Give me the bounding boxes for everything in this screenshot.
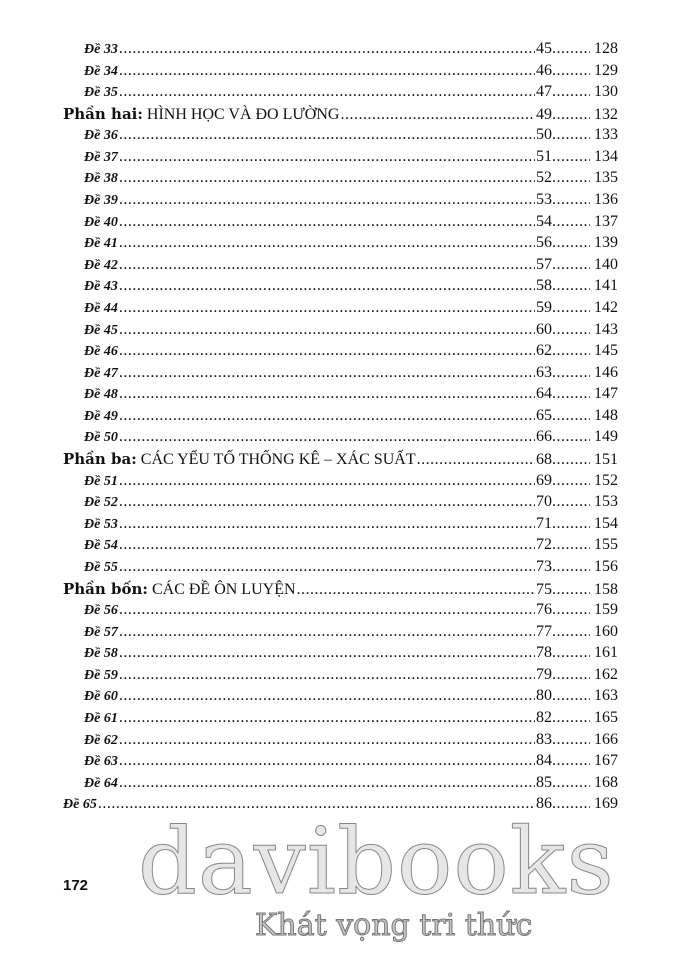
toc-entry-row: [84, 81, 618, 103]
toc-entry-row: [84, 124, 618, 146]
dot-leader: [552, 254, 590, 276]
dot-leader: [552, 211, 590, 233]
page-ref-second: 162: [594, 665, 618, 683]
page-ref-second: 142: [594, 298, 618, 316]
entry-label: Đề 57: [84, 624, 118, 640]
page-ref-second: 141: [594, 277, 618, 295]
dot-leader: [552, 491, 590, 513]
dot-leader: [552, 38, 590, 60]
entry-label: Đề 36: [84, 128, 118, 144]
dot-leader: [552, 81, 590, 103]
entry-label: Đề 47: [84, 365, 118, 381]
entry-label: Đề 64: [84, 775, 118, 791]
entry-label: Đề 63: [84, 754, 118, 770]
dot-leader: [552, 664, 590, 686]
dot-leader: [552, 167, 590, 189]
dot-leader: [552, 362, 590, 384]
dot-leader: [119, 340, 535, 362]
page-ref-second: 135: [594, 169, 618, 187]
page-ref-second: 143: [594, 320, 618, 338]
dot-leader: [119, 772, 535, 794]
page-ref-second: 139: [594, 234, 618, 252]
page-number: 172: [63, 877, 89, 894]
dot-leader: [552, 579, 590, 601]
entry-label: Đề 46: [84, 344, 118, 360]
toc-entry-row: [84, 470, 618, 492]
dot-leader: [119, 189, 535, 211]
page-ref-first: 62: [536, 342, 552, 360]
entry-label: Đề 44: [84, 300, 118, 316]
dot-leader: [119, 534, 535, 556]
page-ref-second: 134: [594, 147, 618, 165]
dot-leader: [119, 405, 535, 427]
page-ref-first: 56: [536, 234, 552, 252]
dot-leader: [119, 383, 535, 405]
dot-leader: [552, 642, 590, 664]
entry-label: Đề 39: [84, 193, 118, 209]
entry-label: Đề 53: [84, 516, 118, 532]
toc-entry-row: [84, 275, 618, 297]
page-ref-second: 129: [594, 61, 618, 79]
entry-label: Đề 34: [84, 63, 118, 79]
page-ref-second: 161: [594, 644, 618, 662]
dot-leader: [119, 362, 535, 384]
toc-entry-row: [84, 232, 618, 254]
page-ref-second: 165: [594, 708, 618, 726]
toc-entry-row: [84, 534, 618, 556]
page-ref-second: 148: [594, 406, 618, 424]
dot-leader: [552, 556, 590, 578]
toc-entry-row: [84, 685, 618, 707]
entry-label: Đề 62: [84, 732, 118, 748]
dot-leader: [552, 275, 590, 297]
dot-leader: [119, 599, 535, 621]
toc-section-row: [63, 103, 618, 125]
page-ref-second: 136: [594, 191, 618, 209]
toc-entry-row: [84, 211, 618, 233]
page-ref-second: 149: [594, 428, 618, 446]
page-ref-first: 50: [536, 126, 552, 144]
page-ref-second: 128: [594, 40, 618, 57]
page-ref-first: 75: [536, 580, 552, 598]
page-ref-first: 49: [536, 105, 552, 123]
toc-entry-row: [84, 254, 618, 276]
page-ref-second: 163: [594, 687, 618, 705]
page-ref-first: 73: [536, 557, 552, 575]
entry-label: Đề 48: [84, 387, 118, 403]
page-ref-first: 70: [536, 493, 552, 511]
page-ref-first: 84: [536, 752, 552, 770]
toc-entry-row: [84, 491, 618, 513]
page-ref-first: 69: [536, 471, 552, 489]
dot-leader: [552, 297, 590, 319]
section-label: [63, 448, 416, 471]
dot-leader: [119, 254, 535, 276]
entry-label: Đề 35: [84, 85, 118, 101]
section-label: [63, 578, 296, 601]
dot-leader: [552, 750, 590, 772]
toc-entry-row: [84, 621, 618, 643]
page-ref-second: 132: [594, 105, 618, 123]
section-part: Phần bốn:: [63, 579, 148, 598]
dot-leader: [552, 685, 590, 707]
page-ref-first: 51: [536, 147, 552, 165]
dot-leader: [119, 621, 535, 643]
page-ref-first: 83: [536, 730, 552, 748]
toc-entry-row: [84, 146, 618, 168]
entry-label: Đề 41: [84, 236, 118, 252]
watermark-brand: davibooks: [138, 808, 615, 915]
dot-leader: [552, 707, 590, 729]
page-ref-first: 63: [536, 363, 552, 381]
page-ref-second: 169: [594, 795, 618, 813]
page-ref-second: 166: [594, 730, 618, 748]
dot-leader: [552, 124, 590, 146]
toc-entry-row: [84, 60, 618, 82]
watermark-slogan: Khát vọng tri thức: [255, 908, 533, 943]
dot-leader: [119, 146, 535, 168]
toc-entry-row: [84, 405, 618, 427]
page-ref-first: 78: [536, 644, 552, 662]
page-ref-second: 130: [594, 83, 618, 101]
toc-entry-row: [84, 750, 618, 772]
page-ref-first: 72: [536, 536, 552, 554]
page-ref-second: 140: [594, 255, 618, 273]
dot-leader: [552, 772, 590, 794]
page-ref-first: 60: [536, 320, 552, 338]
page-ref-first: 58: [536, 277, 552, 295]
toc-entry-row: [84, 599, 618, 621]
dot-leader: [119, 38, 535, 60]
page-ref-first: 79: [536, 665, 552, 683]
page-ref-first: 53: [536, 191, 552, 209]
toc-entry-row: [84, 513, 618, 535]
dot-leader: [552, 319, 590, 341]
entry-label: Đề 52: [84, 495, 118, 511]
page-ref-first: 59: [536, 298, 552, 316]
dot-leader: [119, 664, 535, 686]
dot-leader: [552, 189, 590, 211]
page-ref-second: 154: [594, 514, 618, 532]
dot-leader: [340, 104, 535, 126]
dot-leader: [552, 60, 590, 82]
dot-leader: [552, 146, 590, 168]
page-ref-first: 76: [536, 601, 552, 619]
toc-entry-row: [84, 167, 618, 189]
toc-entry-row: [84, 297, 618, 319]
page-ref-second: 155: [594, 536, 618, 554]
entry-label: Đề 45: [84, 322, 118, 338]
page-ref-second: 151: [594, 451, 618, 469]
entry-label: Đề 40: [84, 214, 118, 230]
page-ref-first: 71: [536, 514, 552, 532]
dot-leader: [119, 729, 535, 751]
entry-label: Đề 43: [84, 279, 118, 295]
dot-leader: [552, 621, 590, 643]
entry-label: Đề 58: [84, 646, 118, 662]
dot-leader: [119, 491, 535, 513]
toc-entry-row: [84, 426, 618, 448]
entry-label: Đề 51: [84, 473, 118, 489]
dot-leader: [552, 513, 590, 535]
page-ref-first: 82: [536, 708, 552, 726]
page-ref-first: 47: [536, 83, 552, 101]
toc-entry-row: [84, 664, 618, 686]
page-ref-second: 146: [594, 363, 618, 381]
toc-entry-row: [84, 38, 618, 60]
section-title: CÁC ĐỀ ÔN LUYỆN: [151, 580, 296, 598]
section-title: HÌNH HỌC VÀ ĐO LƯỜNG: [146, 105, 340, 123]
entry-label: Đề 49: [84, 408, 118, 424]
dot-leader: [552, 232, 590, 254]
entry-label: Đề 56: [84, 603, 118, 619]
page-ref-second: 147: [594, 385, 618, 403]
dot-leader: [119, 275, 535, 297]
entry-label: Đề 59: [84, 667, 118, 683]
section-part: Phần hai:: [63, 104, 143, 123]
dot-leader: [552, 729, 590, 751]
toc-entry-row: [84, 340, 618, 362]
entry-label: Đề 38: [84, 171, 118, 187]
dot-leader: [119, 750, 535, 772]
dot-leader: [119, 167, 535, 189]
toc-entry-row: [84, 319, 618, 341]
dot-leader: [552, 599, 590, 621]
page-ref-first: 45: [536, 40, 552, 57]
page-ref-first: 68: [536, 451, 552, 469]
page-ref-first: 80: [536, 687, 552, 705]
toc-entry-row: [84, 362, 618, 384]
entry-label: Đề 60: [84, 689, 118, 705]
page-ref-first: 52: [536, 169, 552, 187]
page-ref-second: 156: [594, 557, 618, 575]
entry-label: Đề 55: [84, 559, 118, 575]
page-ref-first: 86: [536, 795, 552, 813]
page-ref-first: 46: [536, 61, 552, 79]
dot-leader: [552, 449, 590, 471]
page-ref-first: 66: [536, 428, 552, 446]
dot-leader: [552, 104, 590, 126]
entry-label: Đề 65: [63, 797, 97, 813]
dot-leader: [119, 81, 535, 103]
toc-entry-row: [84, 772, 618, 794]
dot-leader: [119, 60, 535, 82]
dot-leader: [119, 513, 535, 535]
dot-leader: [119, 556, 535, 578]
dot-leader: [552, 383, 590, 405]
page-ref-first: 64: [536, 385, 552, 403]
page-ref-second: 152: [594, 471, 618, 489]
dot-leader: [119, 642, 535, 664]
dot-leader: [119, 297, 535, 319]
entry-label: Đề 42: [84, 257, 118, 273]
page-ref-first: 57: [536, 255, 552, 273]
page-ref-second: 153: [594, 493, 618, 511]
dot-leader: [119, 124, 535, 146]
toc-entry-row: [84, 189, 618, 211]
section-part: Phần ba:: [63, 450, 137, 469]
page-ref-second: 145: [594, 342, 618, 360]
page-ref-second: 160: [594, 622, 618, 640]
page-ref-first: 54: [536, 212, 552, 230]
dot-leader: [119, 470, 535, 492]
page-ref-second: 167: [594, 752, 618, 770]
page-ref-first: 77: [536, 622, 552, 640]
dot-leader: [552, 470, 590, 492]
dot-leader: [552, 340, 590, 362]
toc-entry-row: [84, 556, 618, 578]
dot-leader: [119, 232, 535, 254]
entry-label: Đề 33: [84, 42, 118, 57]
toc-entry-row: [84, 383, 618, 405]
toc-entry-row: [84, 729, 618, 751]
dot-leader: [297, 579, 535, 601]
dot-leader: [119, 685, 535, 707]
toc-entry-row: [84, 642, 618, 664]
dot-leader: [119, 211, 535, 233]
section-title: CÁC YẾU TỐ THỐNG KÊ – XÁC SUẤT: [140, 451, 416, 469]
section-label: [63, 103, 339, 126]
dot-leader: [119, 707, 535, 729]
dot-leader: [119, 426, 535, 448]
page-ref-second: 168: [594, 773, 618, 791]
page-ref-first: 65: [536, 406, 552, 424]
entry-label: Đề 54: [84, 538, 118, 554]
dot-leader: [552, 426, 590, 448]
toc-section-row: [63, 448, 618, 470]
page-ref-second: 133: [594, 126, 618, 144]
page-ref-second: 137: [594, 212, 618, 230]
toc-entry-row: [84, 707, 618, 729]
toc-section-row: [63, 578, 618, 600]
dot-leader: [119, 319, 535, 341]
page-ref-first: 85: [536, 773, 552, 791]
entry-label: Đề 50: [84, 430, 118, 446]
dot-leader: [552, 405, 590, 427]
page-ref-second: 159: [594, 601, 618, 619]
dot-leader: [552, 534, 590, 556]
dot-leader: [417, 449, 535, 471]
entry-label: Đề 61: [84, 710, 118, 726]
page-ref-second: 158: [594, 580, 618, 598]
entry-label: Đề 37: [84, 149, 118, 165]
